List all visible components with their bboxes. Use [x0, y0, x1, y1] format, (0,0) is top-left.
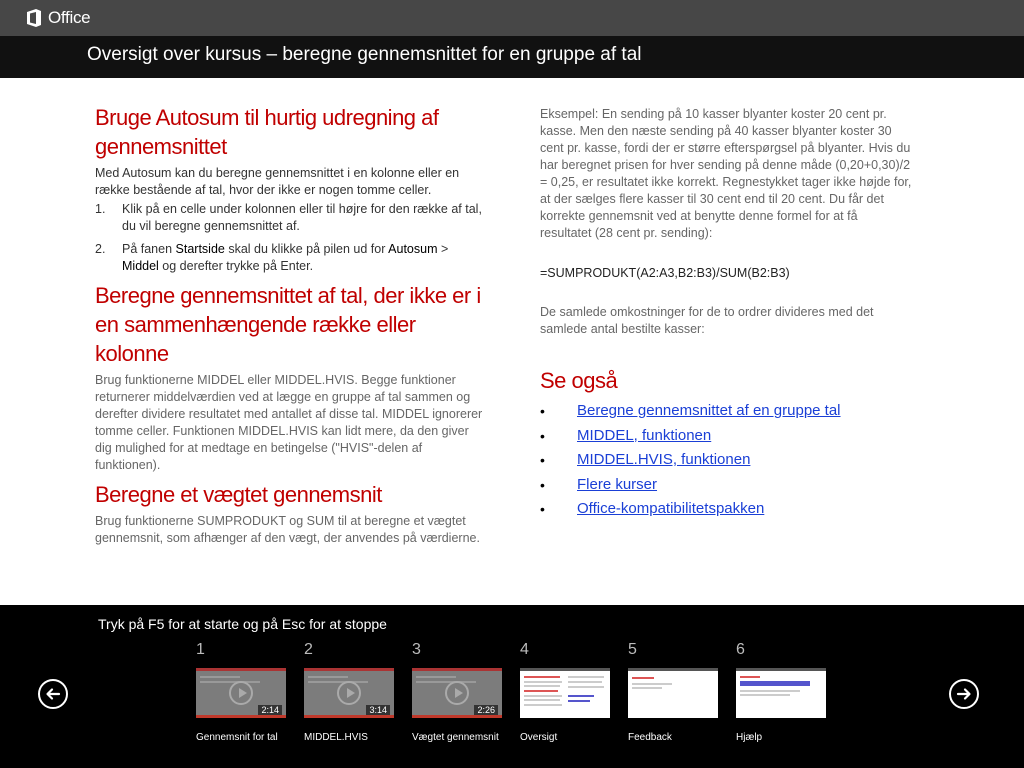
autosum-description: Med Autosum kan du beregne gennemsnittet i en kolonne eller en række bestående af tal, hvor der ikke er nogen tomme celler. [95, 166, 460, 197]
see-also-list [540, 399, 912, 522]
slide-label: Oversigt [520, 732, 558, 743]
slide-number: 6 [736, 641, 745, 658]
play-icon [337, 681, 361, 705]
link-beregne-gennemsnittet[interactable]: Beregne gennemsnittet af en gruppe tal [577, 402, 841, 419]
slide-label: Feedback [628, 732, 672, 743]
office-logo-icon [26, 8, 42, 28]
keyboard-hint: Tryk på F5 for at starte og på Esc for at stoppe [98, 616, 387, 632]
step-2-text-d: og derefter trykke på Enter. [158, 259, 314, 273]
bullet: • [540, 452, 545, 468]
video-thumbnail[interactable] [196, 668, 286, 718]
see-also-item [540, 497, 912, 522]
slide-thumb-4[interactable] [520, 641, 610, 743]
see-also-item [540, 424, 912, 449]
slide-thumb-3[interactable] [412, 641, 502, 743]
slide-thumb-2[interactable] [304, 641, 394, 743]
right-column [540, 106, 912, 522]
slide-number: 1 [196, 641, 205, 658]
heading-weighted: Beregne et vægtet gennemsnit [95, 482, 382, 507]
step-1-text: Klik på en celle under kolonnen eller til højre for den række af tal, du vil beregne gennemsnittet af. [122, 202, 482, 233]
slide-number: 3 [412, 641, 421, 658]
link-middel-funktionen[interactable]: MIDDEL, funktionen [577, 426, 712, 444]
step-2-text-c: > [437, 242, 449, 256]
previous-button[interactable] [38, 679, 68, 709]
arrow-right-icon [956, 686, 972, 702]
slide-number: 5 [628, 641, 637, 658]
left-column [95, 103, 487, 547]
slide-number: 4 [520, 641, 529, 658]
play-icon [445, 681, 469, 705]
bullet: • [540, 403, 545, 419]
slide-label: Gennemsnit for tal [196, 732, 278, 743]
heading-autosum: Bruge Autosum til hurtig udregning af gennemsnittet [95, 105, 439, 159]
weighted-description: Brug funktionerne SUMPRODUKT og SUM til at beregne et vægtet gennemsnit, som afhænger af den vægt, der anvendes på værdierne. [95, 514, 480, 545]
slide-thumb-5[interactable] [628, 641, 718, 743]
page-thumbnail[interactable] [736, 668, 826, 718]
step-2-keyword-startside: Startside [175, 242, 225, 256]
link-office-kompatibilitetspakken[interactable]: Office-kompatibilitetspakken [577, 500, 765, 517]
slide-thumb-6[interactable] [736, 641, 826, 743]
video-thumbnail[interactable] [304, 668, 394, 718]
step-1-number: 1. [95, 202, 106, 216]
slide-number: 2 [304, 641, 313, 658]
autosum-steps [95, 201, 487, 275]
video-thumbnail[interactable] [412, 668, 502, 718]
step-2-number: 2. [95, 242, 106, 256]
page-thumbnail[interactable] [520, 668, 610, 718]
step-1 [95, 201, 487, 235]
slide-navigation-bar [0, 605, 1024, 768]
arrow-left-icon [45, 686, 61, 702]
slide-label: Vægtet gennemsnit [412, 732, 499, 743]
see-also-item [540, 473, 912, 498]
non-contiguous-description: Brug funktionerne MIDDEL eller MIDDEL.HVIS. Begge funktioner returnerer middelværdien ved at lægge en gruppe af tal sammen og derefter dividere resultatet med antallet af disse tal. MIDDEL ignorerer tomme celler. Funktionen MIDDEL.HVIS kan lidt mere, da den giver dig mulighed for at medtage en betingelse ("HVIS"-delen af funktionen). [95, 373, 483, 472]
next-button[interactable] [949, 679, 979, 709]
play-icon [229, 681, 253, 705]
step-2-text-b: skal du klikke på pilen ud for [224, 242, 389, 256]
heading-non-contiguous: Beregne gennemsnittet af tal, der ikke er i en sammenhængende række eller kolonne [95, 283, 481, 366]
step-2-keyword-autosum: Autosum [388, 242, 438, 256]
slide-label: MIDDEL.HVIS [304, 732, 368, 743]
office-logo-text: Office [48, 8, 91, 27]
link-middel-hvis-funktionen[interactable]: MIDDEL.HVIS, funktionen [577, 451, 751, 468]
link-flere-kurser[interactable]: Flere kurser [577, 475, 658, 493]
video-duration: 2:14 [258, 705, 282, 716]
title-bar [0, 36, 1024, 78]
bullet: • [540, 501, 545, 517]
step-2-keyword-middel: Middel [122, 259, 159, 273]
bullet: • [540, 427, 545, 444]
see-also-item [540, 448, 912, 473]
slide-thumb-1[interactable] [196, 641, 286, 743]
see-also-item [540, 399, 912, 424]
page-title: Oversigt over kursus – beregne gennemsnittet for en gruppe af tal [87, 44, 642, 65]
video-duration: 2:26 [474, 705, 498, 716]
bullet: • [540, 476, 545, 493]
step-2 [95, 241, 487, 275]
slide-label: Hjælp [736, 732, 763, 743]
video-duration: 3:14 [366, 705, 390, 716]
total-note: De samlede omkostninger for de to ordrer divideres med det samlede antal bestilte kasser: [540, 305, 874, 336]
office-top-bar [0, 0, 1024, 36]
formula-text: =SUMPRODUKT(A2:A3,B2:B3)/SUM(B2:B3) [540, 266, 790, 280]
example-text: Eksempel: En sending på 10 kasser blyanter koster 20 cent pr. kasse. Men den næste sending på 40 kasser blyanter koster 30 cent pr. kasse, fordi der er større efterspørgsel på blyanter. Hvis du har beregnet prisen for hver sending på denne måde (0,20+0,30)/2 = 0,25, er resultatet ikke korrekt. Regnestykket tager ikke højde for, at der sælges flere kasser til 30 cent end til 20 cent. Du får det korrekte gennemsnit ved at benytte denne formel for at få resultatet (28 cent pr. sending): [540, 107, 912, 240]
see-also-heading: Se også [540, 368, 618, 393]
office-logo[interactable] [26, 8, 90, 28]
page-thumbnail[interactable] [628, 668, 718, 718]
step-2-text-a: På fanen [122, 242, 176, 256]
